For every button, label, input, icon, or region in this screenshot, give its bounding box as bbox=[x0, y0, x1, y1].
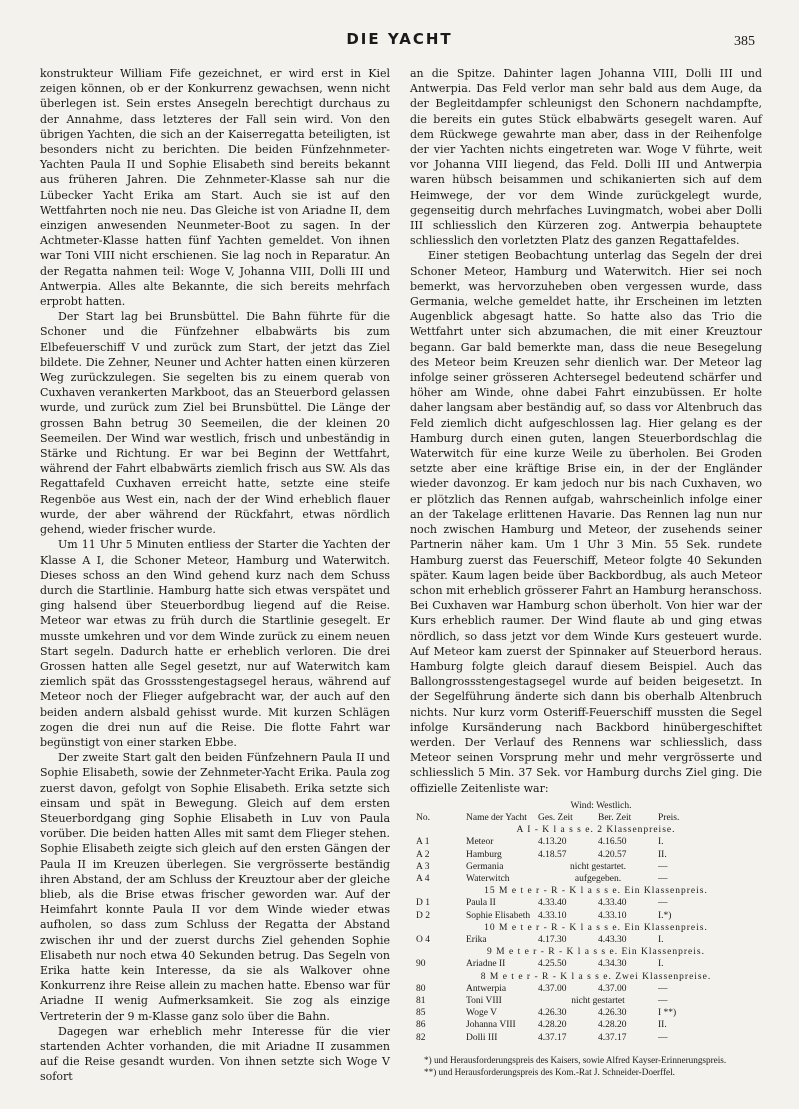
results-cell-preis: I. bbox=[658, 959, 664, 970]
results-cell-name: Johanna VIII bbox=[466, 1020, 516, 1031]
results-cell-ber: 4.26.30 bbox=[598, 1008, 627, 1019]
left-paragraph-4: Der zweite Start galt den beiden Fünfzehnern Paula II und Sophie Elisabeth, sowie der Zehnmeter-Yacht Erika. Paula zog zuerst davon, gefolgt von Sophie Elisabeth. Erika setzte sich einsam und spät in Bewegung. Gleich auf dem ersten Steuerbordgang ging Sophie Elisabeth in Luv von Paula vorüber. Die beiden hatten Alles mit samt dem Flieger stehen. Sophie Elisabeth zeigte sich gleich auf den ersten Gängen der Paula II im Kreuzen überlegen. Sie vergrösserte beständig ihren Abstand, der am Schluss der Kreuztour aber der gleiche blieb, als die Brise etwas frischer geworden war. Auf der Heimfahrt konnte Paula II vor dem Winde wieder etwas aufholen, so dass zum Schluss der Regatta der Abstand zwischen ihr und der zuerst durchs Ziel gehenden Sophie Elisabeth nur noch etwa 40 Sekunden betrug. Das Segeln von Erika hatte kein Interesse, da sie als Walkover ohne Konkurrenz ihre Reise allein zu machen hatte. Ebenso war für Ariadne II wenig Aufmerksamkeit. Sie zog als einzige Vertreterin der 9 m-Klasse ganz solo über die Bahn. bbox=[40, 751, 390, 1023]
results-cell-ges: 4.17.30 bbox=[538, 934, 567, 945]
results-cell-preis: I.*) bbox=[658, 910, 672, 921]
results-cell-ber: 4.28.20 bbox=[598, 1020, 627, 1031]
results-cell-no: A 4 bbox=[416, 873, 430, 884]
results-cell-preis: I. bbox=[658, 837, 664, 848]
results-cell-ges: 4.18.57 bbox=[538, 849, 567, 860]
results-row bbox=[410, 983, 762, 995]
left-paragraph-5: Dagegen war erheblich mehr Interesse für die vier startenden Achter vorhanden, die mit Ariadne II zusammen auf die Reise gesandt wurden. Von ihnen setzte sich Woge V sofort bbox=[40, 1024, 390, 1084]
results-cell-ber: 4.37.00 bbox=[598, 983, 627, 994]
results-cell-ges: 4.26.30 bbox=[538, 1008, 567, 1019]
results-row bbox=[410, 1019, 762, 1031]
results-row bbox=[410, 995, 762, 1007]
results-cell-name: Meteor bbox=[466, 837, 494, 848]
results-class-title: 15 M e t e r - R - K l a s s e. Ein Klassenpreis. bbox=[484, 886, 708, 897]
results-cell-no: A 3 bbox=[416, 861, 430, 872]
results-cell-preis: II. bbox=[658, 849, 667, 860]
results-cell-no: 82 bbox=[416, 1032, 426, 1043]
results-table bbox=[410, 800, 762, 1044]
results-cell-name: Toni VIII bbox=[466, 996, 502, 1006]
results-header-row bbox=[410, 812, 762, 824]
results-cell-ges: 4.33.40 bbox=[538, 898, 567, 909]
running-header-title: DIE YACHT bbox=[346, 30, 453, 48]
right-paragraph-1: an die Spitze. Dahinter lagen Johanna VIII, Dolli III und Antwerpia. Das Feld verlor man sehr bald aus dem Auge, da der Begleitdampfer schleunigst den Schonern nachdampfte, die bereits ein gutes Stück elbabwärts gesegelt waren. Auf dem Rückwege gewahrte man aber, dass in der Reihenfolge der vier Yachten nichts eingetreten war. Woge V führte, weit vor Johanna VIII liegend, das Feld. Dolli III und Antwerpia waren hübsch beisammen und schikanierten sich auf dem Heimwege, der vor dem Winde zurückgelegt wurde, gegenseitig durch mehrfaches Luvingmatch, wobei aber Dolli III schliesslich den Kürzeren zog. Antwerpia behauptete schliesslich den vorletzten Platz des ganzen Regattafeldes. bbox=[410, 67, 762, 248]
results-row bbox=[410, 1032, 762, 1044]
results-cell-preis: I **) bbox=[658, 1008, 677, 1019]
results-cell-name: Ariadne II bbox=[466, 959, 506, 970]
footnote-2: **) und Herausforderungspreis des Kom.-Rat J. Schneider-Doerffel. bbox=[424, 1067, 675, 1078]
results-header-no: No. bbox=[416, 812, 430, 823]
results-cell-name: Antwerpia bbox=[466, 983, 507, 994]
results-cell-no: 85 bbox=[416, 1008, 426, 1019]
results-cell-name: Waterwitch bbox=[466, 873, 510, 884]
results-cell-no: 80 bbox=[416, 983, 426, 994]
results-cell-ber: 4.16.50 bbox=[598, 837, 627, 848]
results-row bbox=[410, 861, 762, 873]
page-number: 385 bbox=[734, 34, 755, 49]
results-cell-ges: 4.37.00 bbox=[538, 983, 567, 994]
left-paragraph-1: konstrukteur William Fife gezeichnet, er wird erst in Kiel zeigen können, ob er der Konkurrenz gewachsen, wenn nicht überlegen ist. Sein erstes Ansegeln berechtigt durchaus zu der Annahme, dass letzteres der Fall sein wird. Von den übrigen Yachten, die sich an der Kaiserregatta beteiligten, ist besonders nicht zu berichten. Die beiden Fünfzehnmeter-Yachten Paula II und Sophie Elisabeth sind bereits bekannt aus früheren Jahren. Die Zehnmeter-Klasse sah nur die Lübecker Yacht Erika am Start. Auch sie ist auf den Wettfahrten noch nie neu. Das Gleiche ist von Ariadne II, dem einzigen anwesenden Neunmeter-Boot zu sagen. In der Achtmeter-Klasse hatten fünf Yachten gemeldet. Von ihnen war Toni VIII nicht erschienen. Sie lag noch in Reparatur. An der Regatta nahmen teil: Woge V, Johanna VIII, Dolli III und Antwerpia. Alles alte Bekannte, die sich bereits mehrfach erprobt hatten. bbox=[40, 67, 390, 309]
results-cell-ber: 4.43.30 bbox=[598, 934, 627, 945]
left-column bbox=[40, 66, 390, 1085]
results-header-ges: Ges. Zeit bbox=[538, 812, 573, 823]
results-cell-ges: 4.33.10 bbox=[538, 910, 567, 921]
results-row bbox=[410, 849, 762, 861]
results-cell-name: Woge V bbox=[466, 1008, 497, 1019]
results-row bbox=[410, 910, 762, 922]
left-paragraph-2: Der Start lag bei Brunsbüttel. Die Bahn führte für die Schoner und die Fünfzehner elbabwärts bis zum Elbefeuerschiff V und zurück zum Start, der jetzt das Ziel bildete. Die Zehner, Neuner und Achter hatten einen kürzeren Weg zurückzulegen. Sie segelten bis zu einem querab von Cuxhaven verankerten Markboot, das an Steuerbord gelassen wurde, und zurück zum Ziel bei Brunsbüttel. Die Länge der grossen Bahn betrug 30 Seemeilen, die der kleinen 20 Seemeilen. Der Wind war westlich, frisch und unbeständig in Stärke und Richtung. Er war bei Beginn der Wettfahrt, während der Fahrt elbabwärts ziemlich frisch aus SW. Als das Regattafeld Cuxhaven erreicht hatte, setzte eine steife Regenböe aus West ein, nach der der Wind erheblich flauer wurde, der aber während der Rückfahrt, etwas nördlich gehend, wieder frischer wurde. bbox=[40, 310, 390, 537]
results-class-title: 8 M e t e r - R - K l a s s e. Zwei Klassenpreise. bbox=[480, 971, 712, 982]
footnotes bbox=[410, 1054, 762, 1079]
results-cell-name: Erika bbox=[466, 934, 487, 945]
results-cell-status: nicht gestartet. bbox=[570, 861, 626, 872]
results-cell-ber: 4.20.57 bbox=[598, 849, 627, 860]
results-header-preis: Preis. bbox=[658, 812, 680, 823]
results-class-title: 9 M e t e r - R - K l a s s e. Ein Klassenpreis. bbox=[487, 947, 705, 958]
results-cell-status: nicht gestartet bbox=[571, 996, 625, 1006]
results-cell-preis: — bbox=[658, 983, 668, 994]
results-row bbox=[410, 934, 762, 946]
results-cell-preis: — bbox=[658, 861, 668, 872]
results-row bbox=[410, 873, 762, 885]
results-cell-no: D 2 bbox=[416, 910, 430, 921]
results-cell-no: 86 bbox=[416, 1020, 426, 1031]
results-cell-preis: — bbox=[658, 996, 668, 1006]
results-class-title: A I - K l a s s e. 2 Klassenpreise. bbox=[516, 825, 676, 836]
results-cell-ber: 4.33.10 bbox=[598, 910, 627, 921]
results-cell-preis: II. bbox=[658, 1020, 667, 1031]
results-header-name: Name der Yacht bbox=[466, 812, 527, 823]
results-header-ber: Ber. Zeit bbox=[598, 812, 632, 823]
results-cell-ber: 4.33.40 bbox=[598, 898, 627, 909]
results-body bbox=[410, 824, 762, 1044]
results-cell-ber: 4.37.17 bbox=[598, 1032, 627, 1043]
results-row bbox=[410, 897, 762, 909]
results-cell-name: Paula II bbox=[466, 898, 496, 909]
results-wind: Wind: Westlich. bbox=[570, 800, 632, 811]
results-cell-ber: 4.34.30 bbox=[598, 959, 627, 970]
results-cell-ges: 4.25.50 bbox=[538, 959, 567, 970]
results-cell-no: D 1 bbox=[416, 898, 430, 909]
results-cell-ges: 4.28.20 bbox=[538, 1020, 567, 1031]
results-row bbox=[410, 958, 762, 970]
results-row bbox=[410, 836, 762, 848]
results-cell-preis: — bbox=[658, 1032, 668, 1043]
results-cell-name: Hamburg bbox=[466, 849, 502, 860]
results-cell-status: aufgegeben. bbox=[574, 873, 622, 884]
left-paragraph-3: Um 11 Uhr 5 Minuten entliess der Starter die Yachten der Klasse A I, die Schoner Meteor, Hamburg und Waterwitch. Dieses schoss an den Wind gehend kurz nach dem Schuss durch die Startlinie. Hamburg hatte sich etwas verspätet und ging halsend über Steuerbordbug liegend auf die Reise. Meteor war etwas zu früh durch die Startlinie gesegelt. Er musste umkehren und vor dem Winde zurück zu einem neuen Start segeln. Dadurch hatte er erheblich verloren. Die drei Grossen hatten alle Segel gesetzt, nur auf Waterwitch kam ziemlich spät das Grossstengestagsegel heraus, während auf Meteor noch der Flieger aufgebracht war, der auch auf den beiden andern alsbald gehisst wurde. Mit kurzen Schlägen zogen die drei nun auf die Reise. Die flotte Fahrt war begünstigt von einer starken Ebbe. bbox=[40, 538, 390, 749]
results-row bbox=[410, 1007, 762, 1019]
footnote-1: *) und Herausforderungspreis des Kaisers, sowie Alfred Kayser-Erinnerungspreis. bbox=[424, 1054, 727, 1065]
results-cell-ges: 4.13.20 bbox=[538, 837, 567, 848]
results-cell-preis: I. bbox=[658, 934, 664, 945]
results-cell-no: A 1 bbox=[416, 837, 430, 848]
results-cell-name: Germania bbox=[466, 861, 504, 872]
right-paragraph-2: Einer stetigen Beobachtung unterlag das Segeln der drei Schoner Meteor, Hamburg und Waterwitch. Hier sei noch bemerkt, was hervorzuheben oben vergessen wurde, dass Germania, welche gemeldet hatte, ihr Erscheinen im letzten Augenblick abgesagt hatte. So hatte also das Trio die Wettfahrt unter sich abzumachen, die mit einer Kreuztour begann. Gar bald bemerkte man, dass die neue Besegelung des Meteor beim Kreuzen sehr dienlich war. Der Meteor lag infolge seiner grösseren Achtersegel bedeutend schärfer und höher am Winde, ohne dabei Fahrt einzubüssen. Er holte daher langsam aber beständig auf, so dass vor Altenbruch das Feld ziemlich dicht aufgeschlossen lag. Hier gelang es der Hamburg durch einen guten, langen Steuerbordschlag die Waterwitch für eine kurze Weile zu überholen. Bei Groden setzte aber eine kräftige Brise ein, in der der Engländer wieder davonzog. Er kam jedoch nur bis nach Cuxhaven, wo er plötzlich das Rennen aufgab, wahrscheinlich infolge einer an der Takelage erlittenen Havarie. Das Rennen lag nun nur noch zwischen Hamburg und Meteor, der zusehends seiner Partnerin näher kam. Um 1 Uhr 3 Min. 55 Sek. rundete Hamburg zuerst das Feuerschiff, Meteor folgte 40 Sekunden später. Kaum lagen beide über Backbordbug, als auch Meteor schon mit erheblich grösserer Fahrt an Hamburg heranschoss. Bei Cuxhaven war Hamburg schon überholt. Von hier war der Kurs erheblich raumer. Der Wind flaute ab und ging etwas nördlich, so dass jetzt vor dem Winde Kurs gesteuert wurde. Auf Meteor kam zuerst der Spinnaker auf Steuerbord heraus. Hamburg folgte gleich darauf diesem Beispiel. Auch das Ballongrossstengestagsegel wurde auf beiden beigesetzt. In der Segelführung änderte sich dann bis oberhalb Altenbruch nichts. Nur kurz vorm Osteriff-Feuerschiff mussten die Segel infolge Kursänderung nach Backbord hinübergeschiftet werden. Der Verlauf des Rennens war schliesslich, dass Meteor seinen Vorsprung mehr und mehr vergrösserte und schliesslich 5 Min. 37 Sek. vor Hamburg durchs Ziel ging. Die offizielle Zeitenliste war: bbox=[410, 249, 762, 795]
results-cell-no: O 4 bbox=[416, 934, 430, 945]
results-cell-no: A 2 bbox=[416, 849, 430, 860]
right-column bbox=[410, 66, 762, 1079]
results-cell-no: 81 bbox=[416, 996, 426, 1006]
results-cell-preis: — bbox=[658, 873, 668, 884]
results-cell-ges: 4.37.17 bbox=[538, 1032, 567, 1043]
results-cell-name: Dolli III bbox=[466, 1032, 498, 1043]
results-cell-no: 90 bbox=[416, 959, 426, 970]
results-cell-preis: — bbox=[658, 898, 668, 909]
results-class-title: 10 M e t e r - R - K l a s s e. Ein Klassenpreis. bbox=[484, 922, 708, 933]
results-cell-name: Sophie Elisabeth bbox=[466, 910, 531, 921]
